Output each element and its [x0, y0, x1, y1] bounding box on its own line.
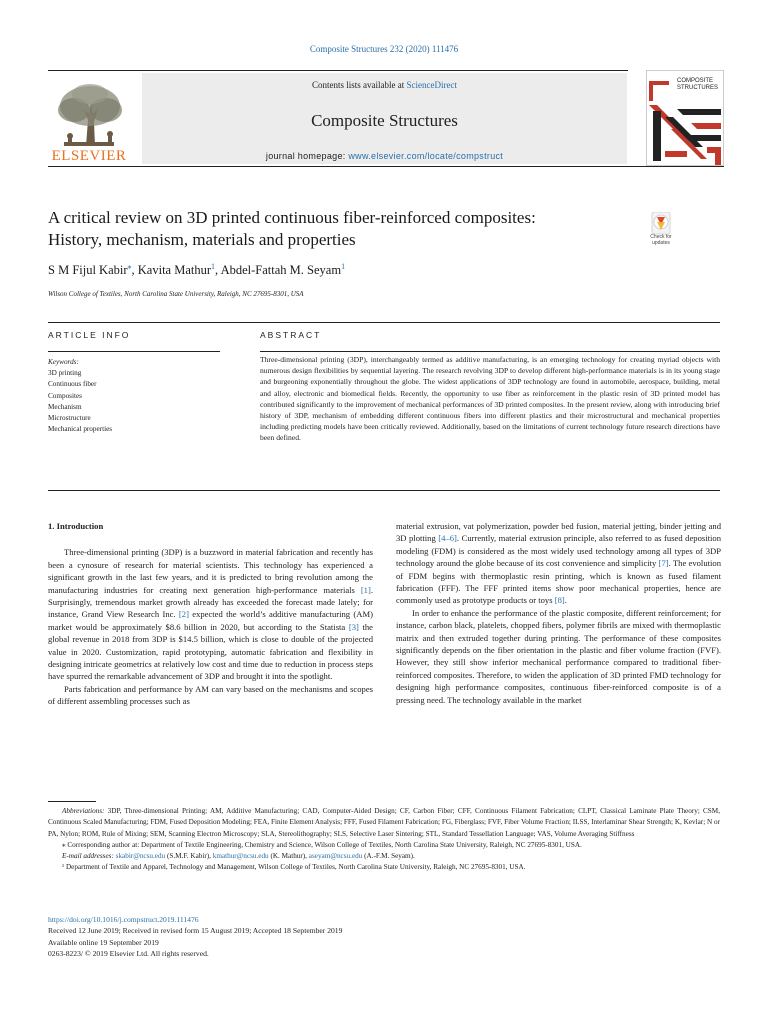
keyword-item: Composites: [48, 391, 82, 400]
email-link[interactable]: kmathur@ncsu.edu: [212, 852, 269, 861]
body-paragraph: Parts fabrication and performance by AM can vary based on the mechanisms and scopes of different assembling processes such as: [48, 683, 373, 707]
author-name[interactable]: S M Fijul Kabir: [48, 263, 128, 278]
abstract-text: Three-dimensional printing (3DP), interchangeably termed as additive manufacturing, is an emerging technology for creating myriad objects with numerous design flexibilities by sequential layering. The research revolving 3DP to develop different high-performance materials is in its young stage and burgeoning exponentially throughout the globe. The widest applications of 3DP technology are found in automobile, aerospace, building, metal and alloy, electronic and biomedical fields. Recently, the opportunity to use fiber as reinforcement in the plastic resin of 3D printed model has contributed significantly to the improvement of mechanical performances of 3D printed composites. In the present review, along with introducing brief history of 3DP, mechanism of embedding different continuous fibers into different plastics and their microstructural and mechanical properties including predicting models have been critically reviewed. Additionally, based on the limitations of current technology future research directions have been defined.: [260, 355, 720, 443]
elsevier-wordmark: ELSEVIER: [51, 148, 127, 164]
contents-available-line: [142, 80, 627, 90]
article-metadata: [48, 914, 720, 959]
author-name[interactable]: Kavita Mathur: [137, 263, 212, 278]
masthead-bottom-rule: [48, 166, 724, 167]
copyright-notice: 0263-8223/ © 2019 Elsevier Ltd. All rights reserved.: [48, 948, 209, 958]
crossmark-icon: [646, 212, 676, 236]
article-title: [48, 207, 618, 251]
journal-masthead: [48, 70, 724, 168]
reference-link[interactable]: [8]: [554, 595, 565, 606]
body-paragraph: material extrusion, vat polymerization, powder bed fusion, material jetting, binder jetting and 3D plotting [4–6]. Currently, material extrusion principle, also referred to as fused deposition modeling (FDM) is considered as the most widely used technology among all types of 3DP technology around the globe because of its cost convenience and simplicity [7]. The evolution of FDM begins with thermoplastic resin printing, which is known as fused filament fabrication (FFF). The FFF printed items show poor mechanical properties, hence are commonly used as prototype products or toys [8].: [396, 521, 721, 606]
doi-link[interactable]: https://doi.org/10.1016/j.compstruct.2019.111476: [48, 915, 199, 924]
corresponding-author-mark[interactable]: ⁎: [127, 262, 132, 271]
cover-title-line2: STRUCTURES: [677, 85, 719, 91]
affiliation-footnote-mark[interactable]: 1: [341, 262, 346, 271]
body-paragraph: Three-dimensional printing (3DP) is a buzzword in material fabrication and recently has been a cynosure of research for material scientists. This technology has experienced a significant growth in the last few years, and it is predicted to bring revolution among the manufacturing industries for creating next generation high-performance materials [1]. Surprisingly, tremendous market growth already has exceeded the forecast made lately; for instance, Grand View Research Inc. [2] expected the world’s additive manufacturing (AM) market would be approximately $8.6 billion in 2020, but according to the Statista [3] the global revenue in 2018 from 3DP is $14.5 billion, which is close to double of the projected value in 2020. Customization, rapid prototyping, automatic fabrication and flexibility in designing intricate geometrics at relatively low cost and time due to reduction in process steps have spurred the remarkable advancement of 3DP and brought it into the spotlight.: [48, 547, 373, 682]
sciencedirect-link[interactable]: ScienceDirect: [406, 80, 457, 90]
journal-cover-thumbnail[interactable]: [646, 70, 724, 166]
keyword-item: Microstructure: [48, 414, 91, 423]
department-footnote: ¹ Department of Textile and Apparel, Technology and Management, Wilson College of Textiles, North Carolina State University, Raleigh, NC 27695-8301, USA.: [62, 863, 526, 872]
email-link[interactable]: aseyam@ncsu.edu: [308, 852, 363, 861]
author-affiliation: Wilson College of Textiles, North Carolina State University, Raleigh, NC 27695-8301, USA: [48, 290, 304, 298]
email-footnote: E-mail addresses: skabir@ncsu.edu (S.M.F. Kabir), kmathur@ncsu.edu (K. Mathur), aseyam@ncsu.edu (A.-F.M. Seyam).: [62, 852, 415, 861]
cover-title-line1: COMPOSITE: [677, 78, 714, 84]
homepage-prefix: journal homepage:: [265, 151, 349, 161]
reference-link[interactable]: [4–6]: [438, 533, 457, 544]
keyword-item: Mechanism: [48, 402, 82, 411]
email-label: E-mail addresses:: [62, 852, 114, 861]
article-info-heading: ARTICLE INFO: [48, 330, 131, 340]
abstract-rule: [260, 351, 720, 352]
corresponding-author-footnote: ⁎ Corresponding author at: Department of Textile Engineering, Chemistry and Science, Wilson College of Textiles, North Carolina State University, Raleigh, NC 27695-8301, USA.: [62, 840, 582, 849]
footnote-rule: [48, 801, 96, 802]
received-dates: Received 12 June 2019; Received in revised form 15 August 2019; Accepted 18 September 2019: [48, 926, 343, 936]
keyword-item: 3D printing: [48, 369, 82, 378]
journal-header-box: [142, 73, 627, 164]
reference-link[interactable]: [1]: [360, 584, 371, 595]
body-column-right: [396, 520, 721, 706]
article-title-line2: History, mechanism, materials and properties: [48, 230, 356, 249]
keywords-block: [48, 357, 220, 435]
contents-prefix: Contents lists available at: [312, 80, 407, 90]
reference-link[interactable]: [7]: [658, 558, 669, 569]
affiliation-footnote-mark[interactable]: 1: [211, 262, 216, 271]
keywords-label: Keywords:: [48, 358, 79, 366]
journal-citation[interactable]: Composite Structures 232 (2020) 111476: [309, 44, 459, 54]
abbreviations-label: Abbreviations:: [62, 807, 105, 815]
article-title-line1: A critical review on 3D printed continuous fiber-reinforced composites:: [48, 208, 536, 227]
article-info-rule: [48, 351, 220, 352]
crossmark-label: [646, 235, 676, 246]
cover-title: [677, 78, 723, 92]
masthead-top-rule: [48, 70, 628, 71]
journal-homepage-link[interactable]: www.elsevier.com/locate/compstruct: [348, 151, 504, 161]
available-online-date: Available online 19 September 2019: [48, 937, 159, 947]
email-link[interactable]: skabir@ncsu.edu: [115, 852, 166, 861]
body-column-left: [48, 520, 373, 708]
reference-link[interactable]: [2]: [178, 609, 189, 620]
reference-link[interactable]: [3]: [348, 621, 359, 632]
author-name[interactable]: Abdel-Fattah M. Seyam: [220, 263, 342, 278]
abstract-heading: ABSTRACT: [260, 330, 322, 340]
front-matter-top-rule: [48, 322, 720, 323]
author-list: S M Fijul Kabir⁎, Kavita Mathur$^1$, Abdel-Fattah M. Seyam$^1$: [48, 262, 346, 278]
abbreviations-footnote: [48, 806, 720, 840]
crossmark-label-line1: Check for: [650, 234, 672, 240]
journal-homepage-line: [142, 151, 627, 161]
footnotes-block: [48, 806, 720, 874]
section-heading-introduction: 1. Introduction: [48, 521, 104, 531]
abbreviations-text: 3DP, Three-dimensional Printing; AM, Additive Manufacturing; CAD, Computer-Aided Design; CF, Carbon Fiber; CFF, Continuous Filament Fabrication; CLPT, Classical Laminate Plate Theory; CSM, Continuous Scaled Manufacturing; FDM, Fused Deposition Modeling; FEA, Finite Element Analysis; FFF, Fused Filament Fabrication; FG, Fiberglass; FVF, Fiber Volume Fraction; ILSS, Interlaminar Shear Strength; K, Kevlar; N or PA, Nylon; ROM, Rule of Mixing; SEM, Scanning Electron Microscopy; SLA, Stereolithography; SLS, Selective Laser Sintering; STL, Standard Tessellation Language; VAS, Volume Averaging Stiffness: [48, 807, 720, 838]
check-for-updates-badge[interactable]: [646, 212, 676, 250]
journal-name: Composite Structures: [311, 111, 458, 130]
crossmark-label-line2: updates: [652, 239, 670, 246]
front-matter-bottom-rule: [48, 490, 720, 491]
keyword-item: Mechanical properties: [48, 425, 113, 434]
body-paragraph: In order to enhance the performance of the plastic composite, different reinforcement; for instance, carbon black, platelets, chopped fibers, polymer fibrils are mixed with thermoplastic matrix and then extruded together during printing. The performance of these composites significantly depends on the fiber orientation in the plastic and fiber volume fraction (FVF). However, they still show inferior mechanical performance compared to traditional fiber-reinforced composites. Therefore, to widen the application of 3D printed FMD technology for designing high performance composites, continuous fiber-reinforced composite is of a pressing need. The technology available in the market: [396, 607, 721, 705]
keyword-item: Continuous fiber: [48, 380, 97, 389]
